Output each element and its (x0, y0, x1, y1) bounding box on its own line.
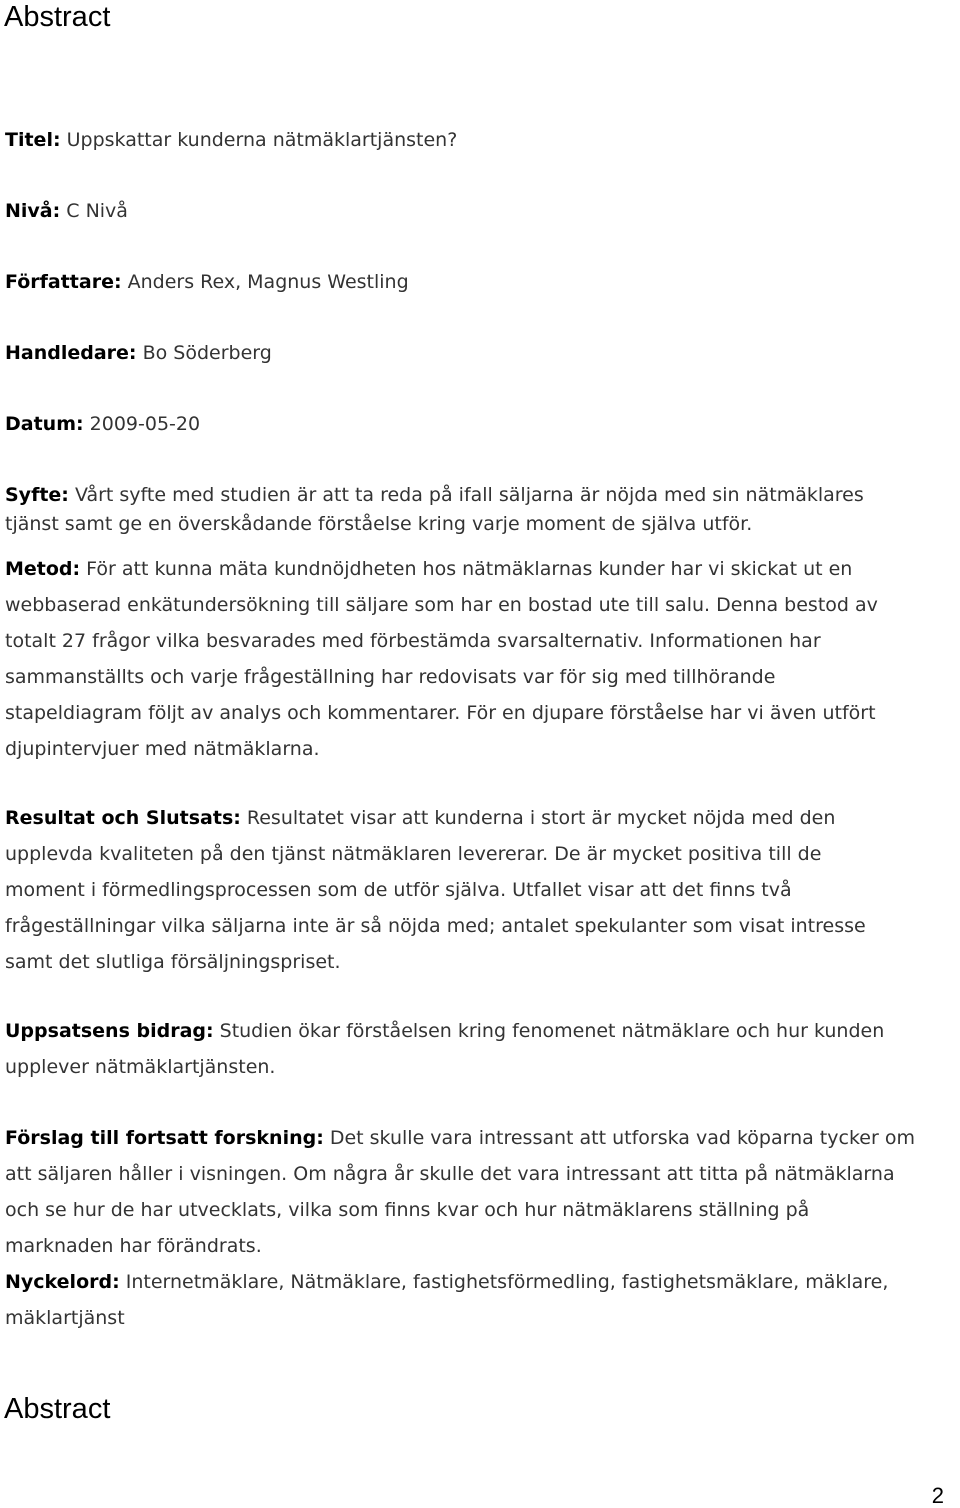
keywords-paragraph (5, 1264, 955, 1336)
date-line (5, 411, 200, 437)
results-line: upplevda kvaliteten på den tjänst nätmäklaren levererar. De är mycket positiva till de (5, 843, 822, 865)
authors-line (5, 269, 409, 295)
keywords-label: Nyckelord: (5, 1271, 120, 1293)
page-number: 2 (931, 1483, 944, 1508)
purpose-label: Syfte: (5, 484, 69, 506)
date-value: 2009-05-20 (83, 413, 201, 435)
results-line: samt det slutliga försäljningspriset. (5, 951, 341, 973)
authors-label: Författare: (5, 271, 122, 293)
method-label: Metod: (5, 558, 81, 580)
abstract-heading: Abstract (4, 1, 111, 33)
results-line: frågeställningar vilka säljarna inte är så nöjda med; antalet spekulanter som visat intresse (5, 915, 866, 937)
title-value: Uppskattar kunderna nätmäklartjänsten? (60, 129, 458, 151)
level-line (5, 198, 128, 224)
future-research-line: och se hur de har utvecklats, vilka som finns kvar och hur nätmäklarens ställning på (5, 1199, 810, 1221)
method-line: djupintervjuer med nätmäklarna. (5, 738, 320, 760)
keywords-line: Internetmäklare, Nätmäklare, fastighetsförmedling, fastighetsmäklare, mäklare, (119, 1271, 889, 1293)
method-paragraph (5, 551, 955, 767)
title-label: Titel: (5, 129, 61, 151)
future-research-line: marknaden har förändrats. (5, 1235, 262, 1257)
supervisor-value: Bo Söderberg (136, 342, 272, 364)
method-line: stapeldiagram följt av analys och kommentarer. För en djupare förståelse har vi även utfört (5, 702, 876, 724)
results-label: Resultat och Slutsats: (5, 807, 241, 829)
method-line: webbaserad enkätundersökning till säljare som har en bostad ute till salu. Denna bestod av (5, 594, 878, 616)
contribution-line: upplever nätmäklartjänsten. (5, 1056, 276, 1078)
results-paragraph (5, 800, 955, 980)
contribution-label: Uppsatsens bidrag: (5, 1020, 214, 1042)
purpose-paragraph (5, 481, 955, 539)
future-research-line: att säljaren håller i visningen. Om några år skulle det vara intressant att titta på nätmäklarna (5, 1163, 895, 1185)
method-line: sammanställts och varje frågeställning har redovisats var för sig med tillhörande (5, 666, 776, 688)
purpose-line: Vårt syfte med studien är att ta reda på ifall säljarna är nöjda med sin nätmäklares (68, 484, 864, 506)
keywords-line: mäklartjänst (5, 1307, 125, 1329)
future-research-line: Det skulle vara intressant att utforska vad köparna tycker om (323, 1127, 915, 1149)
authors-value: Anders Rex, Magnus Westling (121, 271, 409, 293)
purpose-line: tjänst samt ge en överskådande förståelse kring varje moment de själva utför. (5, 513, 753, 535)
future-research-label: Förslag till fortsatt forskning: (5, 1127, 324, 1149)
abstract-heading-english: Abstract (4, 1393, 111, 1425)
level-label: Nivå: (5, 200, 61, 222)
method-line: totalt 27 frågor vilka besvarades med förbestämda svarsalternativ. Informationen har (5, 630, 821, 652)
contribution-line: Studien ökar förståelsen kring fenomenet nätmäklare och hur kunden (213, 1020, 885, 1042)
level-value: C Nivå (60, 200, 128, 222)
supervisor-line (5, 340, 272, 366)
results-line: moment i förmedlingsprocessen som de utför själva. Utfallet visar att det finns två (5, 879, 792, 901)
contribution-paragraph (5, 1013, 955, 1085)
results-line: Resultatet visar att kunderna i stort är mycket nöjda med den (240, 807, 836, 829)
date-label: Datum: (5, 413, 84, 435)
title-line (5, 127, 457, 153)
method-line: För att kunna mäta kundnöjdheten hos nätmäklarnas kunder har vi skickat ut en (80, 558, 853, 580)
supervisor-label: Handledare: (5, 342, 137, 364)
future-research-paragraph (5, 1120, 955, 1264)
